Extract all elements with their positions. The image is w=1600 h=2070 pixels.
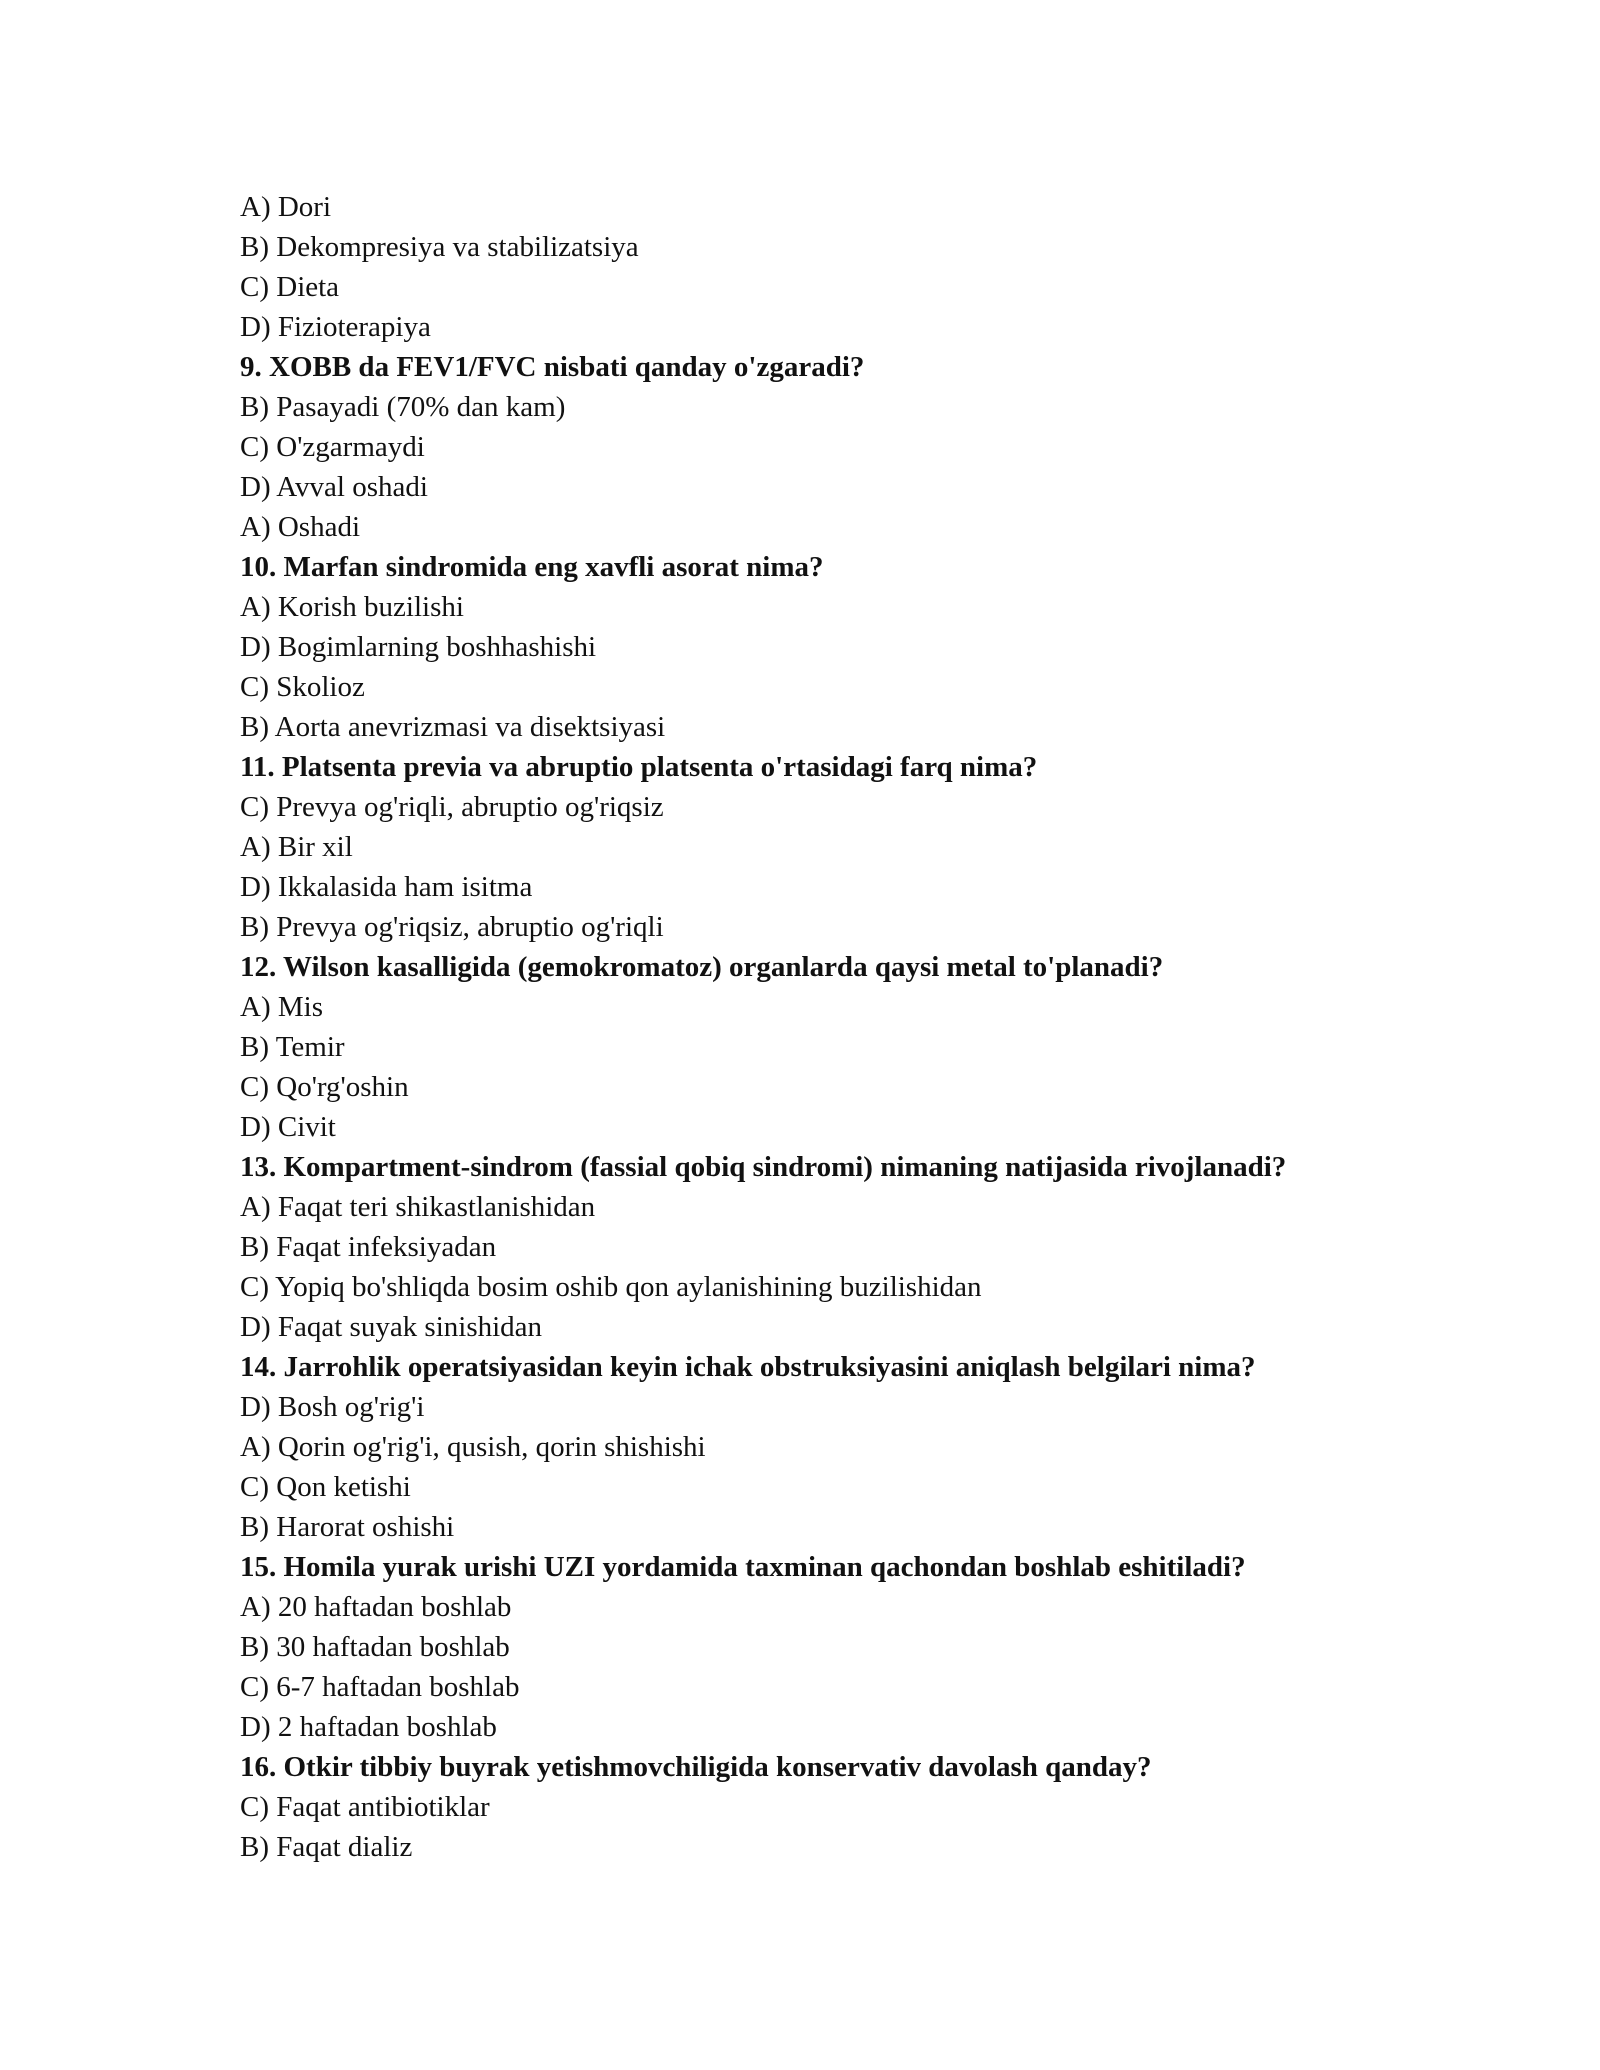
question-heading: 11. Platsenta previa va abruptio platsenta o'rtasidagi farq nima? [240, 751, 1038, 783]
answer-option: D) Avval oshadi [240, 471, 428, 503]
question-heading: 9. XOBB da FEV1/FVC nisbati qanday o'zgaradi? [240, 351, 865, 383]
answer-option: B) Prevya og'riqsiz, abruptio og'riqli [240, 911, 664, 943]
answer-option: D) Bogimlarning boshhashishi [240, 631, 597, 663]
answer-option: A) Mis [240, 991, 323, 1023]
document-page [240, 187, 1440, 1867]
answer-option: C) Skolioz [240, 671, 365, 703]
answer-option: D) Bosh og'rig'i [240, 1391, 425, 1423]
answer-option: D) Faqat suyak sinishidan [240, 1311, 543, 1343]
answer-option: C) Dieta [240, 271, 340, 303]
answer-option: A) Bir xil [240, 831, 353, 863]
answer-option: B) 30 haftadan boshlab [240, 1631, 510, 1663]
answer-option: C) Faqat antibiotiklar [240, 1791, 490, 1823]
answer-option: A) Faqat teri shikastlanishidan [240, 1191, 596, 1223]
question-heading: 10. Marfan sindromida eng xavfli asorat nima? [240, 551, 824, 583]
answer-option: B) Temir [240, 1031, 345, 1063]
answer-option: B) Aorta anevrizmasi va disektsiyasi [240, 711, 666, 743]
answer-option: B) Dekompresiya va stabilizatsiya [240, 231, 639, 263]
answer-option: D) Fizioterapiya [240, 311, 431, 343]
answer-option: B) Faqat infeksiyadan [240, 1231, 497, 1263]
question-heading: 13. Kompartment-sindrom (fassial qobiq sindromi) nimaning natijasida rivojlanadi? [240, 1151, 1287, 1183]
answer-option: D) Ikkalasida ham isitma [240, 871, 533, 903]
answer-option: A) Oshadi [240, 511, 361, 543]
answer-option: C) Qo'rg'oshin [240, 1071, 409, 1103]
answer-option: C) Qon ketishi [240, 1471, 411, 1503]
answer-option: A) Dori [240, 191, 332, 223]
answer-option: B) Faqat dializ [240, 1831, 413, 1863]
answer-option: A) Qorin og'rig'i, qusish, qorin shishishi [240, 1431, 706, 1463]
answer-option: C) Yopiq bo'shliqda bosim oshib qon aylanishining buzilishidan [240, 1271, 982, 1303]
question-heading: 16. Otkir tibbiy buyrak yetishmovchiligida konservativ davolash qanday? [240, 1751, 1152, 1783]
answer-option: C) 6-7 haftadan boshlab [240, 1671, 520, 1703]
answer-option: C) Prevya og'riqli, abruptio og'riqsiz [240, 791, 664, 823]
answer-option: A) 20 haftadan boshlab [240, 1591, 512, 1623]
answer-option: C) O'zgarmaydi [240, 431, 425, 463]
question-heading: 15. Homila yurak urishi UZI yordamida taxminan qachondan boshlab eshitiladi? [240, 1551, 1246, 1583]
answer-option: A) Korish buzilishi [240, 591, 464, 623]
question-heading: 14. Jarrohlik operatsiyasidan keyin ichak obstruksiyasini aniqlash belgilari nima? [240, 1351, 1256, 1383]
answer-option: B) Harorat oshishi [240, 1511, 455, 1543]
answer-option: D) 2 haftadan boshlab [240, 1711, 497, 1743]
answer-option: B) Pasayadi (70% dan kam) [240, 391, 566, 423]
answer-option: D) Civit [240, 1111, 336, 1143]
question-heading: 12. Wilson kasalligida (gemokromatoz) organlarda qaysi metal to'planadi? [240, 951, 1164, 983]
